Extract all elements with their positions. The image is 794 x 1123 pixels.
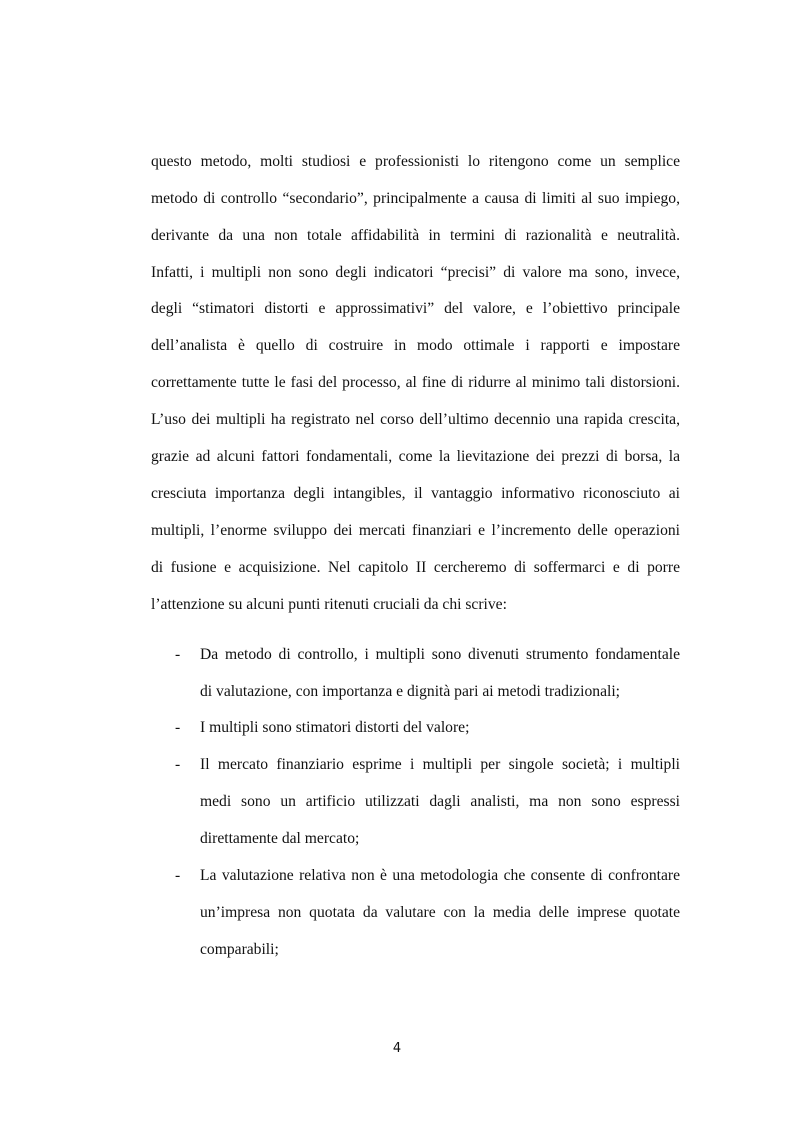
paragraph-line: metodo di controllo “secondario”, principalmente a causa di limiti al suo impiego, bbox=[151, 190, 680, 207]
paragraph-line: di fusione e acquisizione. Nel capitolo II cercheremo di soffermarci e di porre bbox=[151, 559, 680, 576]
bullet-line: comparabili; bbox=[200, 941, 279, 958]
paragraph-line: multipli, l’enorme sviluppo dei mercati finanziari e l’incremento delle operazioni bbox=[151, 522, 680, 539]
bullet-line: La valutazione relativa non è una metodologia che consente di confrontare bbox=[200, 867, 680, 884]
bullet-line: medi sono un artificio utilizzati dagli analisti, ma non sono espressi bbox=[200, 793, 680, 810]
paragraph-line: L’uso dei multipli ha registrato nel corso dell’ultimo decennio una rapida crescita, bbox=[151, 411, 680, 428]
bullet-line: direttamente dal mercato; bbox=[200, 830, 360, 847]
paragraph-line: derivante da una non totale affidabilità in termini di razionalità e neutralità. bbox=[151, 227, 680, 244]
paragraph-line: questo metodo, molti studiosi e professionisti lo ritengono come un semplice bbox=[151, 153, 680, 170]
bullet-line: di valutazione, con importanza e dignità pari ai metodi tradizionali; bbox=[200, 683, 621, 700]
paragraph-line: grazie ad alcuni fattori fondamentali, come la lievitazione dei prezzi di borsa, la bbox=[151, 448, 680, 465]
bullet-line: Da metodo di controllo, i multipli sono divenuti strumento fondamentale bbox=[200, 646, 680, 663]
bullet-line: un’impresa non quotata da valutare con la media delle imprese quotate bbox=[200, 904, 680, 921]
paragraph-line: correttamente tutte le fasi del processo, al fine di ridurre al minimo tali distorsioni. bbox=[151, 374, 680, 391]
bullet-dash: - bbox=[175, 646, 181, 663]
page-number: 4 bbox=[392, 1041, 402, 1056]
paragraph-line: degli “stimatori distorti e approssimativi” del valore, e l’obiettivo principale bbox=[151, 300, 680, 317]
paragraph-line: Infatti, i multipli non sono degli indicatori “precisi” di valore ma sono, invece, bbox=[151, 264, 680, 281]
paragraph-line: dell’analista è quello di costruire in modo ottimale i rapporti e impostare bbox=[151, 337, 680, 354]
paragraph-line: l’attenzione su alcuni punti ritenuti cruciali da chi scrive: bbox=[151, 596, 507, 613]
bullet-dash: - bbox=[175, 719, 181, 736]
bullet-dash: - bbox=[175, 756, 181, 773]
paragraph-line: cresciuta importanza degli intangibles, il vantaggio informativo riconosciuto ai bbox=[151, 485, 680, 502]
bullet-line: I multipli sono stimatori distorti del valore; bbox=[200, 719, 470, 736]
bullet-dash: - bbox=[175, 867, 181, 884]
bullet-line: Il mercato finanziario esprime i multipli per singole società; i multipli bbox=[200, 756, 680, 773]
